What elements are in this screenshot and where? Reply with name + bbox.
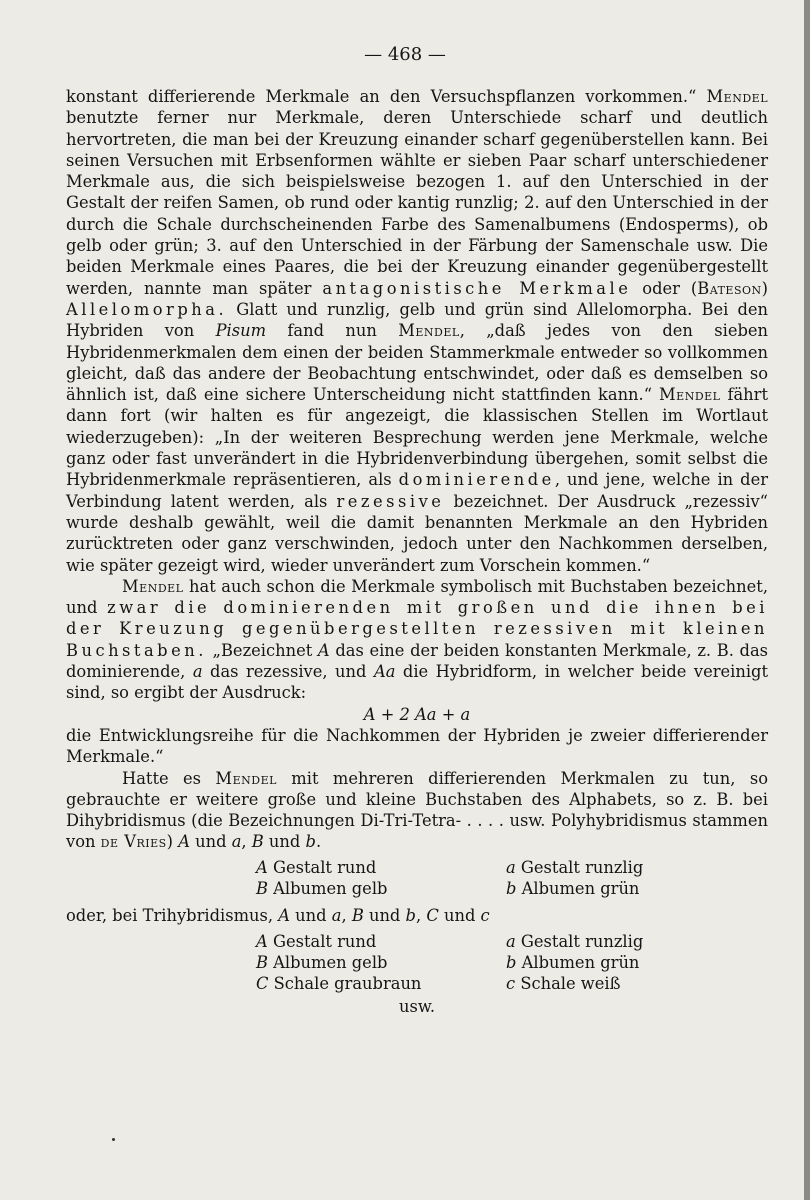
trait-label: Gestalt runzlig <box>520 857 644 877</box>
text-span: , und jene, welche in der Verbindung latent werden, als <box>66 470 768 511</box>
symbol: b <box>506 878 517 898</box>
text-span: ) <box>166 832 179 852</box>
text-span: konstant differierende Merkmale an den Versuchspflanzen vorkommen.“ <box>66 87 707 106</box>
text-span: oder, bei Trihybridismus, <box>66 906 279 926</box>
paragraph-2 <box>66 576 768 704</box>
trihybrid-row <box>66 973 768 994</box>
symbol: B <box>256 878 268 898</box>
trait-label: Albumen gelb <box>273 878 388 898</box>
symbol: b <box>405 906 416 926</box>
trihybrid-row <box>66 952 768 973</box>
text-span: „Bezeichnet <box>206 640 318 660</box>
trait-label: Gestalt runzlig <box>520 931 644 951</box>
text-span: und <box>263 832 306 852</box>
dihybrid-row <box>66 857 768 878</box>
symbol: B <box>351 906 364 926</box>
author-name: Bateson <box>697 278 762 298</box>
symbol: a <box>506 857 516 877</box>
text-span: , <box>341 906 352 926</box>
text-span: das eine der beiden konstanten Merkmale, z. B. das dominierende, <box>66 640 769 682</box>
symbol: c <box>506 974 516 994</box>
text-span: oder ( <box>631 278 698 298</box>
text-span: das rezessive, und <box>202 662 374 682</box>
text-span: . <box>315 832 322 852</box>
text-span: , <box>415 906 427 926</box>
symbol: b <box>506 952 517 972</box>
paragraph-1 <box>66 86 768 576</box>
author-name: Mendel <box>398 321 460 341</box>
text-span: bezeichnet. Der Ausdruck „rezessiv“ wurde deshalb gewählt, weil die damit benannten Merkmale an den Hybriden zurücktreten oder ganz verschwinden, jedoch unter den Nachkommen derselben, wie später gezeigt wird, wieder unverändert zum Vorschein kommen.“ <box>66 491 769 575</box>
trait-label: Gestalt rund <box>272 857 377 877</box>
text-span: und <box>189 832 232 852</box>
text-span: ) <box>761 278 768 298</box>
dihybrid-row <box>66 878 768 899</box>
symbol: C <box>256 974 269 994</box>
symbol: a <box>506 931 516 951</box>
symbol: a <box>192 662 203 682</box>
trihybrid-row <box>66 931 768 952</box>
formula: A + 2 Aa + a <box>363 704 471 724</box>
trait-label: Albumen gelb <box>273 952 388 972</box>
symbol: B <box>256 952 268 972</box>
symbol: a <box>231 832 242 852</box>
text-span: hat auch schon die Merkmale symbolisch mit Buchstaben bezeichnet, und <box>66 576 768 618</box>
symbol: C <box>426 906 439 926</box>
symbol: A <box>278 906 290 926</box>
text-span: und <box>363 906 406 926</box>
paragraph-4 <box>66 768 768 853</box>
trait-label: Schale graubraun <box>273 974 422 994</box>
paragraph-3: die Entwicklungsreihe für die Nachkommen der Hybriden je zweier differierender Merkmale.“ <box>66 725 768 767</box>
spaced-term: zwar die dominierenden mit großen und die ihnen bei der Kreuzung gegenübergestellten rezessiven mit kleinen Buchstaben. <box>66 598 768 660</box>
trihybrid-intro <box>66 905 768 926</box>
page-number: — 468 — <box>364 44 446 65</box>
symbol: c <box>480 906 490 926</box>
text-span: , „daß jedes von den sieben Hybridenmerkmalen dem einen der beiden Stammerkmale entweder so vollkommen gleicht, daß das andere der Beobachtung entschwindet, oder daß es demselben so ähnlich ist, daß eine sichere Unterscheidung nicht stattfinden kann.“ <box>66 321 768 405</box>
author-name: de Vries <box>100 832 167 852</box>
text-span: die Hybridform, in welcher beide vereinigt sind, so ergibt der Ausdruck: <box>66 662 768 703</box>
author-name: Mendel <box>659 385 721 405</box>
trait-label: Albumen grün <box>521 952 640 972</box>
text-span: fand nun <box>266 321 399 341</box>
body-text <box>66 86 768 1018</box>
trait-label: Schale weiß <box>520 974 621 994</box>
genus-name: Pisum <box>215 321 267 341</box>
text-span: und <box>289 906 332 926</box>
text-span: Glatt und runzlig, gelb und grün sind Allelomorpha. Bei den Hybriden von <box>66 299 768 341</box>
symbol: b <box>305 832 316 852</box>
author-name: Mendel <box>706 87 768 106</box>
ink-speck <box>112 1138 115 1141</box>
symbol: A <box>178 832 190 852</box>
text-span: mit mehreren differierenden Merkmalen zu tun, so gebrauchte er weitere große und kleine Buchstaben des Alphabets, so z. B. bei Dihybridismus (die Bezeichnungen Di-Tri-Tetra- . . . . usw. Polyhybridismus stammen von <box>66 768 769 852</box>
usw-line: usw. <box>398 997 436 1017</box>
symbol: a <box>331 906 342 926</box>
symbol: A <box>317 640 330 660</box>
text-span: Hatte es <box>122 768 216 788</box>
text-span: , <box>241 832 252 852</box>
symbol: A <box>256 857 268 877</box>
trait-label: Gestalt rund <box>272 931 377 951</box>
symbol: Aa <box>373 662 396 682</box>
symbol: A <box>256 931 268 951</box>
spaced-term: Allelomorpha. <box>66 299 228 319</box>
author-name: Mendel <box>122 576 184 596</box>
spaced-term: dominierende <box>398 470 555 490</box>
text-span: benutzte ferner nur Merkmale, deren Unterschiede scharf und deutlich hervortreten, die man bei der Kreuzung einander scharf gegenüberstellen kann. Bei seinen Versuchen mit Erbsenformen wählte er sieben Paar scharf unterschiedener Merkmale aus, die sich beispielsweise bezogen 1. auf den Unterschied in der Gestalt der reifen Samen, ob rund oder kantig runzlig; 2. auf den Unterschied in der durch die Schale durchscheinenden Farbe des Samenalbumens (Endosperms), ob gelb oder grün; 3. auf den Unterschied in der Färbung der Samenschale usw. Die beiden Merkmale eines Paares, die bei der Kreuzung einander gegenübergestellt werden, nannte man später <box>66 108 768 298</box>
page-edge <box>804 0 810 1200</box>
trait-label: Albumen grün <box>521 878 640 898</box>
spaced-term: antagonistische Merkmale <box>322 278 632 298</box>
text-span: und <box>438 906 481 926</box>
text-span: fährt dann fort (wir halten es für angezeigt, die klassischen Stellen im Wortlaut wiederzugeben): „In der weiteren Besprechung werden jene Merkmale, welche ganz oder fast unverändert in die Hybridenverbindung übergehen, somit selbst die Hybridenmerkmale repräsentieren, als <box>66 385 768 490</box>
symbol: B <box>251 832 264 852</box>
author-name: Mendel <box>215 768 277 788</box>
spaced-term: rezessive <box>336 491 445 511</box>
